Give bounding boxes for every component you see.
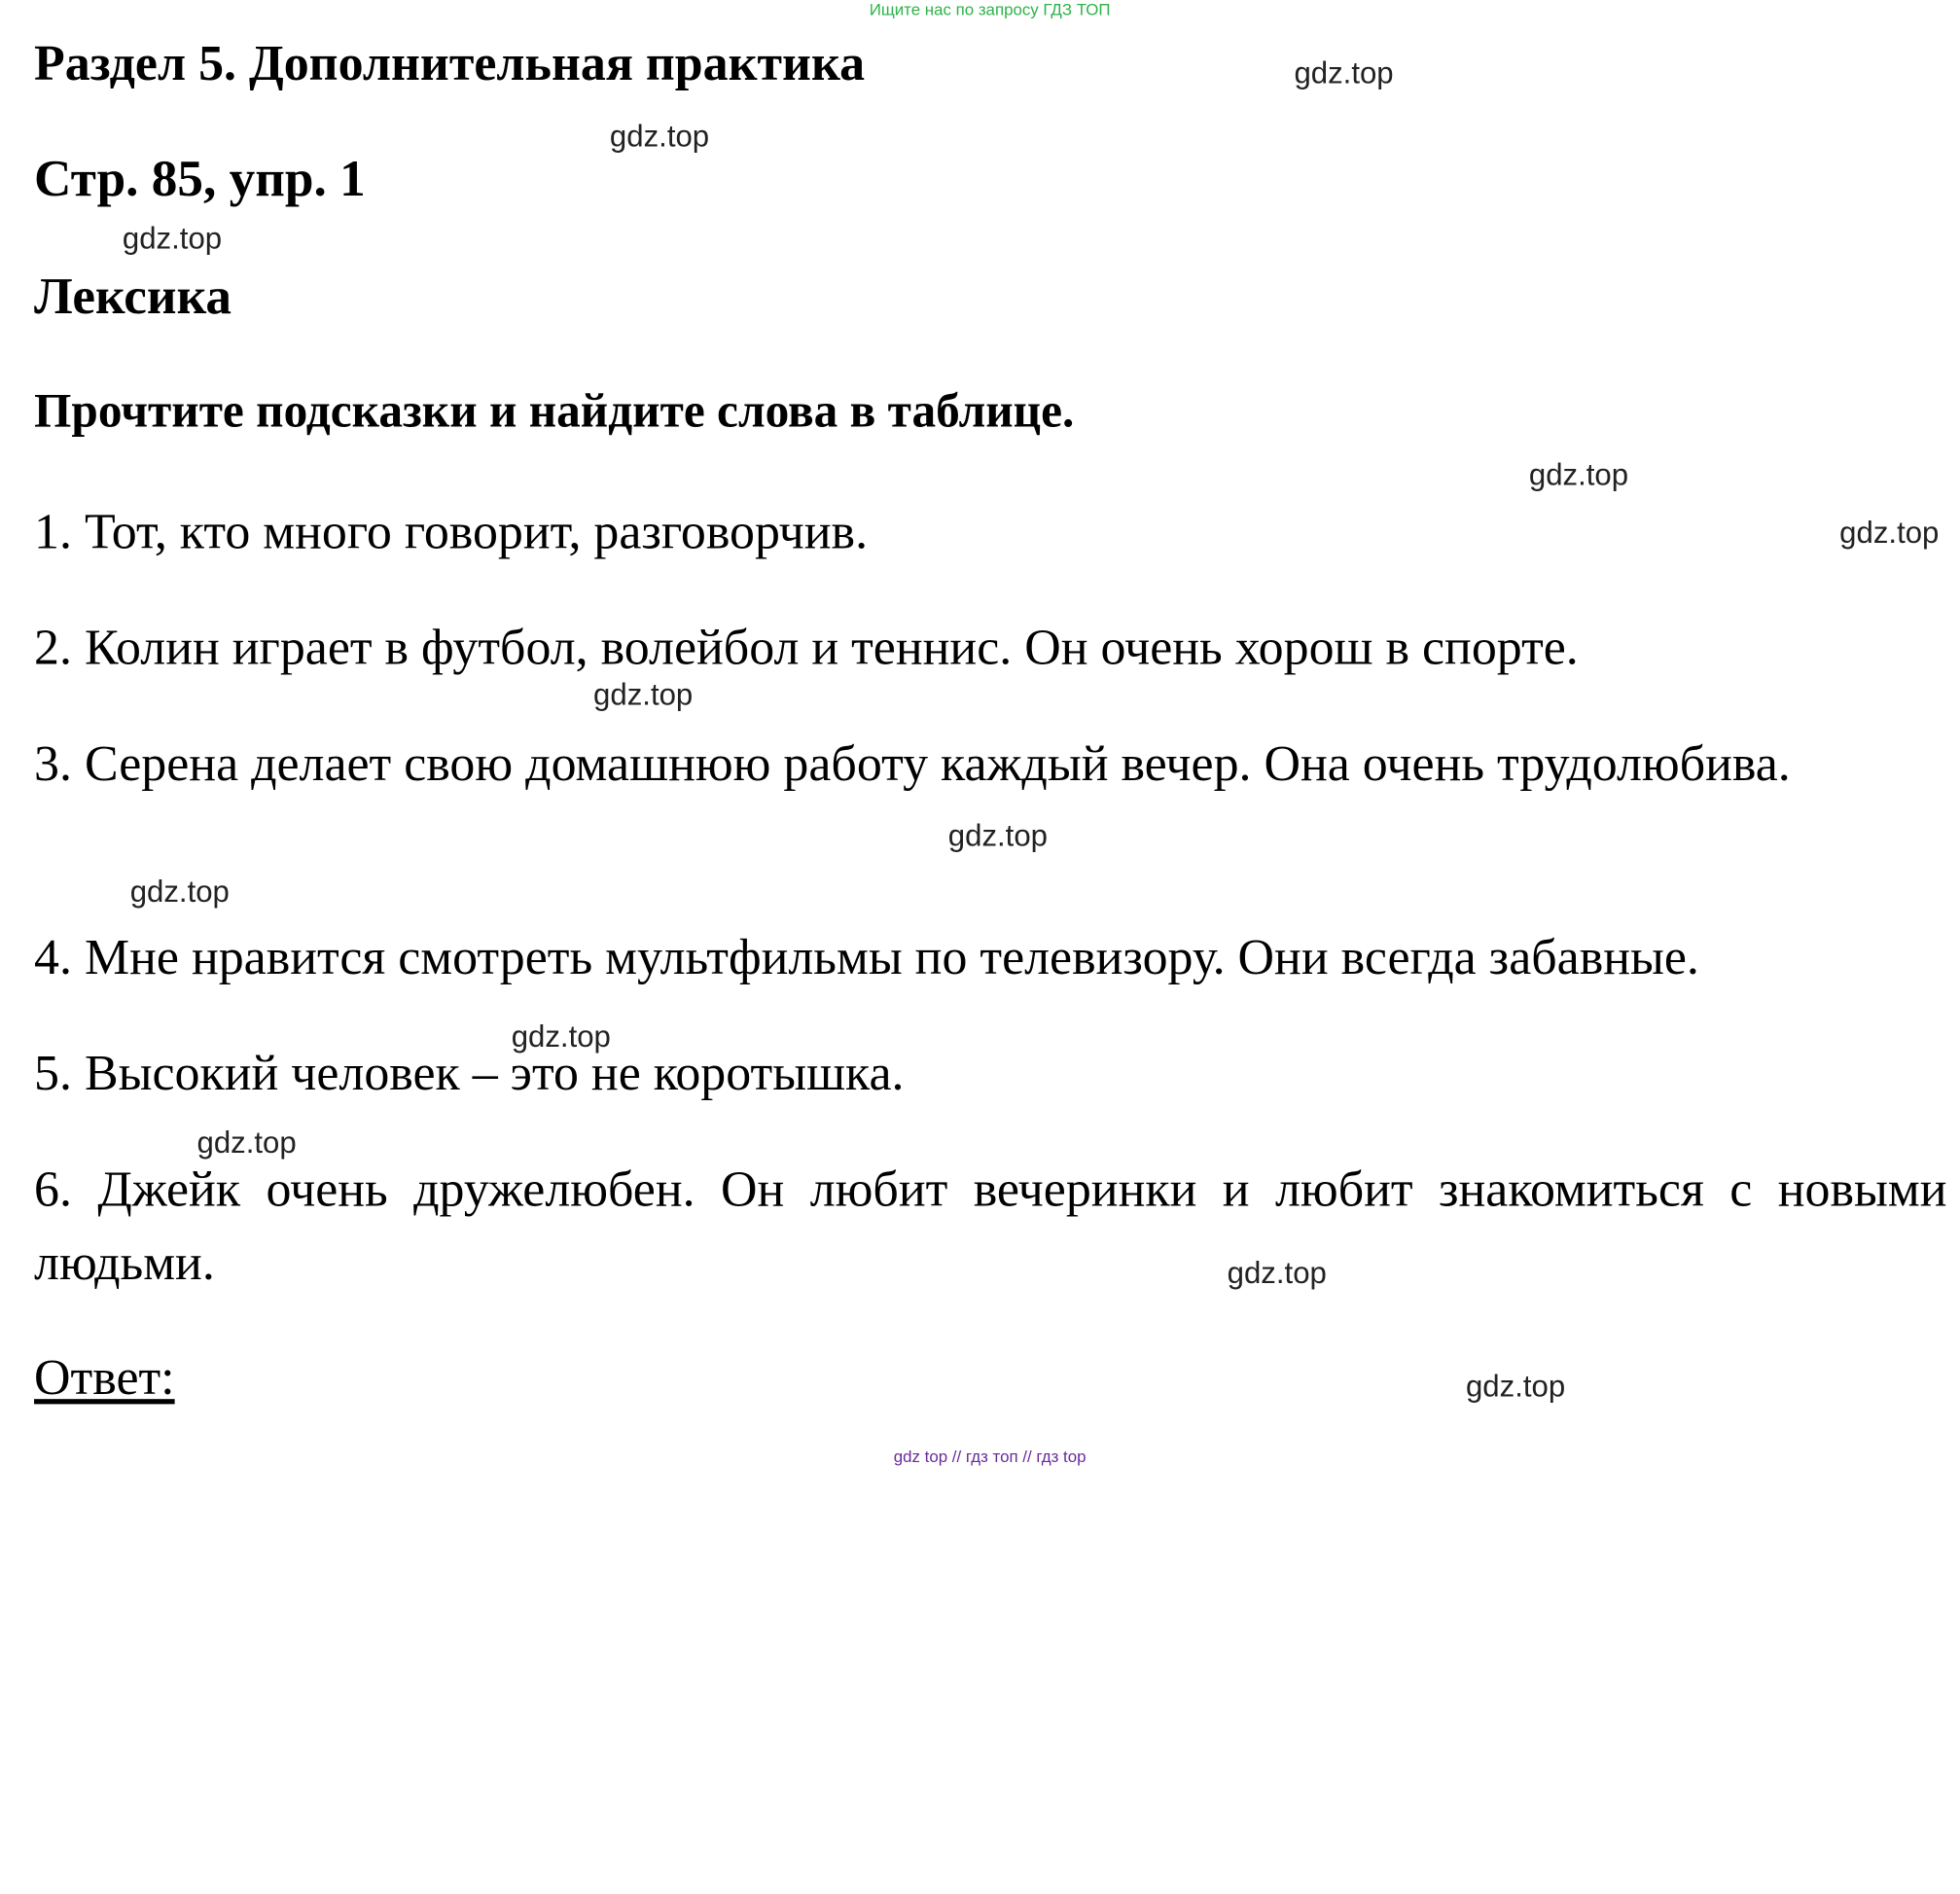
list-item: 3. Серена делает свою домашнюю работу каждый вечер. Она очень трудолюбива. — [34, 734, 1791, 792]
list-item: 1. Тот, кто много говорит, разговорчив. — [34, 502, 869, 560]
answer-label: Ответ: — [34, 1348, 175, 1406]
footer-watermark: gdz top // гдз топ // гдз top — [893, 1447, 1087, 1466]
list-item: 6. Джейк очень дружелюбен. Он любит вечеринки и любит знакомиться с новыми людьми. — [34, 1160, 1947, 1291]
watermark: gdz.top — [196, 1126, 297, 1161]
page-reference: Стр. 85, упр. 1 — [34, 149, 366, 207]
subsection-title: Лексика — [34, 266, 232, 325]
watermark: gdz.top — [1227, 1256, 1327, 1291]
task-instruction: Прочтите подсказки и найдите слова в таблице. — [34, 384, 1075, 439]
watermark: gdz.top — [947, 819, 1048, 854]
watermark: gdz.top — [511, 1019, 611, 1054]
watermark: gdz.top — [1839, 516, 1940, 551]
watermark: gdz.top — [1528, 458, 1629, 493]
list-item: 5. Высокий человек – это не коротышка. — [34, 1044, 905, 1101]
list-item: 4. Мне нравится смотреть мультфильмы по телевизору. Они всегда забавные. — [34, 928, 1699, 985]
watermark: gdz.top — [593, 678, 694, 713]
watermark: gdz.top — [122, 222, 223, 257]
watermark: gdz.top — [1465, 1370, 1566, 1405]
top-banner: Ищите нас по запросу ГДЗ ТОП — [869, 0, 1111, 19]
section-title: Раздел 5. Дополнительная практика — [34, 34, 866, 91]
list-item: 2. Колин играет в футбол, волейбол и теннис. Он очень хорош в спорте. — [34, 619, 1579, 676]
watermark: gdz.top — [129, 875, 230, 910]
watermark: gdz.top — [1294, 56, 1394, 91]
watermark: gdz.top — [609, 120, 710, 155]
